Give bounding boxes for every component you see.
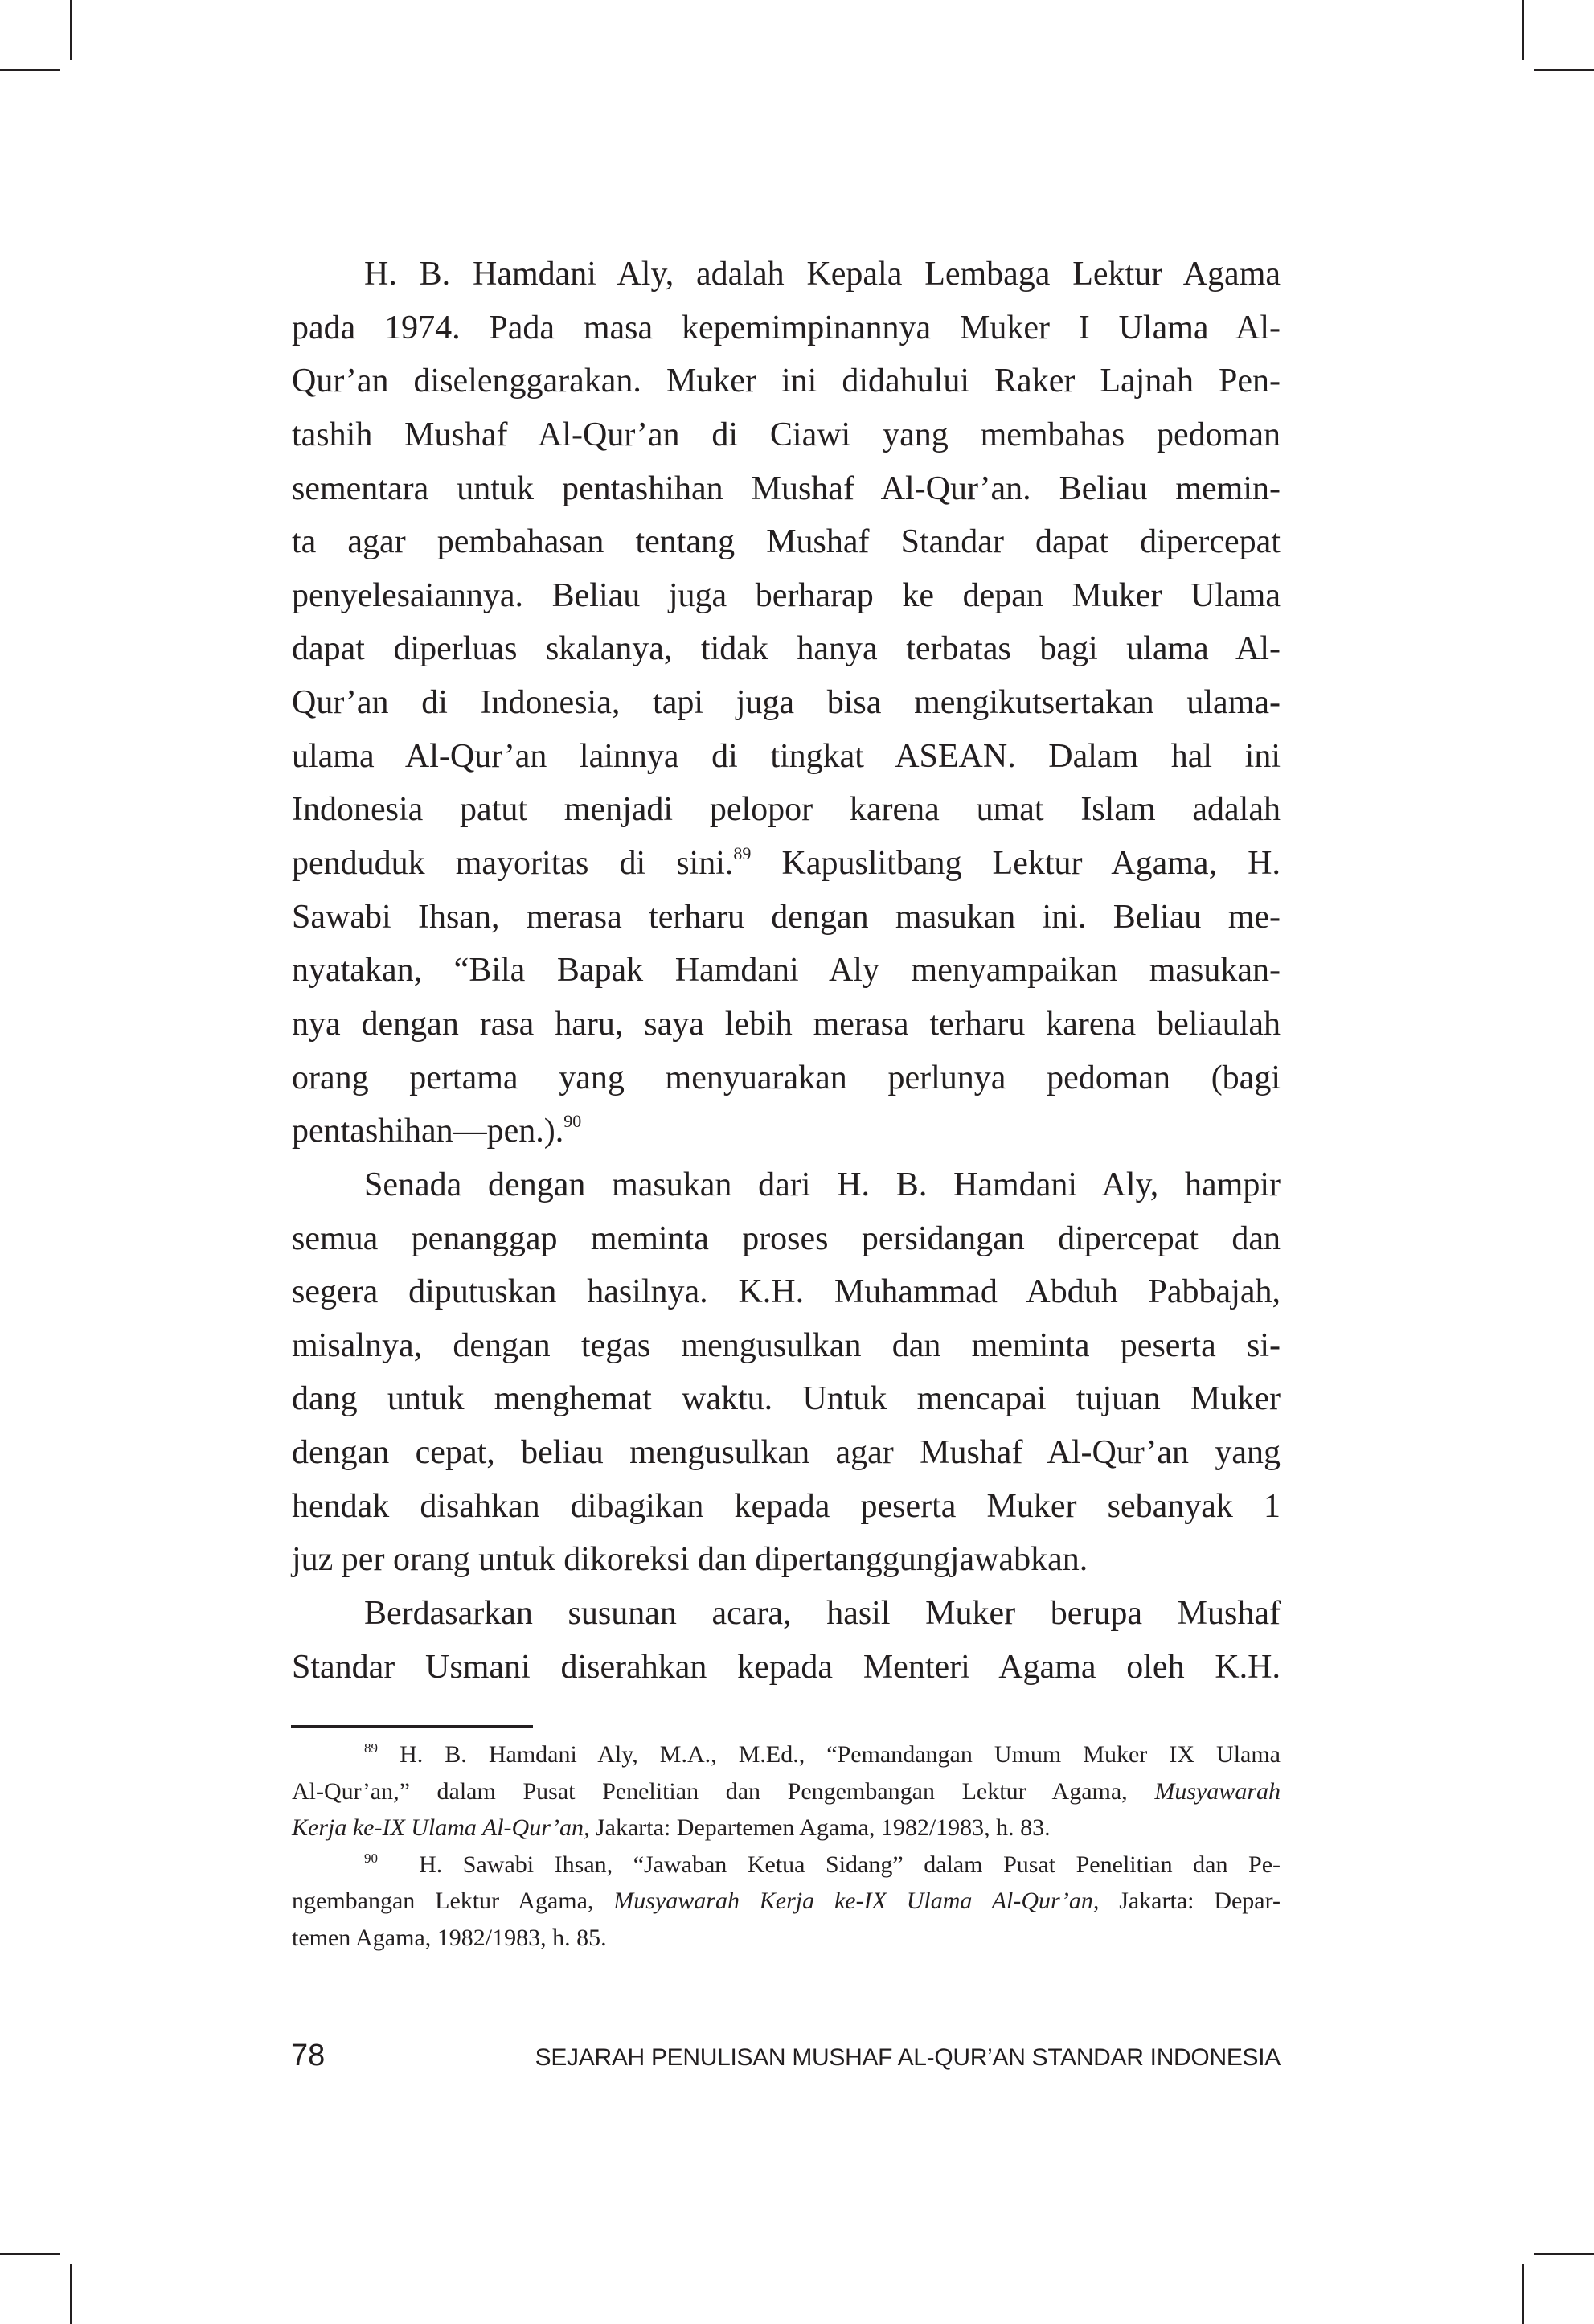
text-line: ta agar pembahasan tentang Mushaf Standar dapat dipercepat [292,523,1281,561]
text-line: H. B. Hamdani Aly, adalah Kepala Lembaga Lektur Agama [364,256,1281,293]
running-title: SEJARAH PENULISAN MUSHAF AL-QUR’AN STANDAR INDONESIA [535,2044,1281,2071]
text-line: pada 1974. Pada masa kepemimpinannya Muker I Ulama Al- [292,309,1281,346]
page-number: 78 [291,2039,326,2072]
text-line: Qur’an diselenggarakan. Muker ini didahului Raker Lajnah Pen- [292,363,1281,400]
footnote-line [292,1810,1281,1846]
text-segment: penduduk mayoritas di sini. [292,845,734,883]
text-line [292,837,1281,891]
text-line: dapat diperluas skalanya, tidak hanya terbatas bagi ulama Al- [292,630,1281,668]
text-line: tashih Mushaf Al-Qur’an di Ciawi yang membahas pedoman [292,416,1281,453]
text-line [292,1105,1281,1158]
text-segment: H. Sawabi Ihsan, “Jawaban Ketua Sidang” dalam Pusat Penelitian dan Pe- [419,1851,1281,1878]
crop-mark-top-left-horizontal [0,69,60,71]
body-text [292,248,1281,1694]
footnote-line [292,1736,1281,1773]
text-segment: Kapuslitbang Lektur Agama, H. [751,845,1281,883]
paragraph [292,1158,1281,1587]
page-footer [291,2039,1281,2073]
book-title-italic: Musyawarah Kerja ke-IX Ulama Al-Qur’an, [613,1887,1100,1914]
text-line: dengan cepat, beliau mengusulkan agar Mushaf Al-Qur’an yang [292,1434,1281,1472]
text-line: hendak disahkan dibagikan kepada peserta Muker sebanyak 1 [292,1487,1281,1525]
text-segment: Al-Qur’an,” dalam Pusat Penelitian dan Pengembangan Lektur Agama, [292,1777,1155,1805]
text-line: nyatakan, “Bila Bapak Hamdani Aly menyampaikan masukan- [292,952,1281,990]
footnote-reference-89[interactable]: 89 [733,843,752,864]
crop-mark-bottom-left-horizontal [0,2253,60,2255]
text-line: ulama Al-Qur’an lainnya di tingkat ASEAN. Dalam hal ini [292,737,1281,775]
footnote-line [292,1846,1281,1883]
text-segment: Jakarta: Departemen Agama, 1982/1983, h. 83. [589,1814,1051,1841]
text-line: Qur’an di Indonesia, tapi juga bisa mengikutsertakan ulama- [292,684,1281,722]
book-title-italic: Musyawarah [1154,1777,1281,1805]
book-title-italic: Kerja ke-IX Ulama Al-Qur’an, [292,1814,590,1841]
text-line: sementara untuk pentashihan Mushaf Al-Qur’an. Beliau memin- [292,469,1281,507]
text-line: Berdasarkan susunan acara, hasil Muker berupa Mushaf [364,1595,1281,1633]
text-segment: Jakarta: Depar- [1099,1887,1281,1914]
footnote-line [292,1883,1281,1920]
text-segment: H. B. Hamdani Aly, M.A., M.Ed., “Pemandangan Umum Muker IX Ulama [400,1741,1281,1768]
footnote-number: 90 [364,1850,378,1866]
footnote-number: 89 [364,1740,378,1756]
footnote-separator [291,1725,533,1728]
crop-mark-top-right-horizontal [1534,69,1594,71]
text-line: misalnya, dengan tegas mengusulkan dan meminta peserta si- [292,1326,1281,1364]
footnote-reference-90[interactable]: 90 [563,1111,582,1132]
text-segment: pentashihan—pen.). [292,1113,564,1150]
crop-mark-top-right-vertical [1522,0,1524,60]
text-line: Sawabi Ihsan, merasa terharu dengan masukan ini. Beliau me- [292,898,1281,936]
text-line: semua penanggap meminta proses persidangan dipercepat dan [292,1219,1281,1257]
crop-mark-bottom-right-horizontal [1534,2253,1594,2255]
text-line: Indonesia patut menjadi pelopor karena umat Islam adalah [292,791,1281,829]
crop-mark-bottom-left-vertical [70,2264,72,2324]
text-line: juz per orang untuk dikoreksi dan dipertanggungjawabkan. [292,1541,1088,1579]
paragraph [292,248,1281,1158]
footnote-89 [292,1736,1281,1846]
footnote-90 [292,1846,1281,1957]
footnotes [292,1736,1281,1956]
text-line: Senada dengan masukan dari H. B. Hamdani Aly, hampir [364,1166,1281,1203]
crop-mark-bottom-right-vertical [1522,2264,1524,2324]
footnote-line: temen Agama, 1982/1983, h. 85. [292,1924,607,1951]
paragraph [292,1587,1281,1694]
text-line: dang untuk menghemat waktu. Untuk mencapai tujuan Muker [292,1380,1281,1418]
text-segment: ngembangan Lektur Agama, [292,1887,614,1914]
footnote-line [292,1773,1281,1810]
text-line: segera diputuskan hasilnya. K.H. Muhammad Abduh Pabbajah, [292,1273,1281,1311]
crop-mark-top-left-vertical [70,0,72,60]
text-line: Standar Usmani diserahkan kepada Menteri Agama oleh K.H. [292,1648,1281,1686]
text-line: orang pertama yang menyuarakan perlunya pedoman (bagi [292,1059,1281,1096]
text-line: nya dengan rasa haru, saya lebih merasa terharu karena beliaulah [292,1005,1281,1043]
text-line: penyelesaiannya. Beliau juga berharap ke depan Muker Ulama [292,576,1281,614]
